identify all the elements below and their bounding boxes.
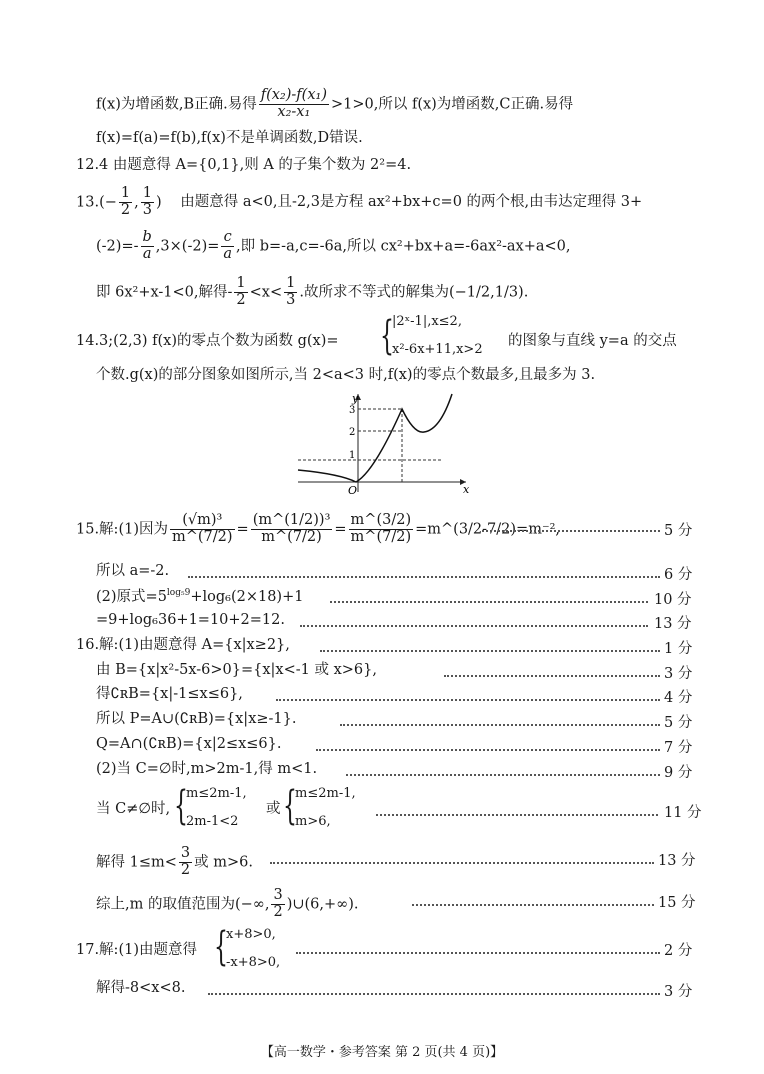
case-1a: m≤2m-1,	[186, 786, 247, 801]
y-label: y	[352, 392, 359, 405]
tick-2: 2	[349, 427, 356, 438]
dot-leader	[340, 724, 660, 726]
dot-leader	[444, 675, 660, 677]
function-graph	[290, 392, 480, 498]
dot-leader	[208, 993, 660, 995]
text-line: 解得-8<x<8.	[96, 980, 186, 996]
text-line: 所以 P=A∪(∁ʀB)={x|x≥-1}.	[96, 711, 297, 727]
text-line: =9+log₆36+1=10+2=12.	[96, 612, 285, 628]
piece-1: |2ˣ-1|,x≤2,	[392, 314, 462, 329]
text-line: (-2)=- $\frac{b}{a}$ ,3×(-2)= $\frac{c}{a}$ ,即 b=-a,c=-6a,所以 cx²+bx+a=-6ax²-ax+a<0,	[96, 229, 571, 262]
dot-leader	[316, 749, 660, 751]
text-line: (2)原式$=5^{log_59}+\log_6(2\times 18)+1$	[96, 588, 304, 605]
text-line: (2)当 C=∅时,m>2m-1,得 m<1.	[96, 761, 318, 777]
text-line: 当 C≠∅时,	[96, 801, 171, 817]
dot-leader	[320, 650, 660, 652]
score: 5 分	[664, 523, 693, 539]
score: 7 分	[664, 740, 693, 756]
case-1b: 2m-1<2	[186, 814, 239, 829]
score: 13 分	[654, 616, 692, 632]
answer-13: 13.(− $\frac{1}{2}$ , $\frac{1}{3}$ ) 由题意得 a<0,且-2,3是方程 ax²+bx+c=0 的两个根,由韦达定理得 3+	[76, 185, 643, 218]
dot-leader	[482, 530, 660, 532]
x-label: x	[463, 483, 470, 496]
text-line: 得∁ʀB={x|-1≤x≤6},	[96, 686, 243, 702]
curve	[298, 394, 452, 482]
sys-1: x+8>0,	[226, 927, 276, 942]
dot-leader	[276, 699, 660, 701]
text-line: 即 6x²+x-1<0,解得- $\frac{1}{2}$ <x< $\frac{1}{3}$ .故所求不等式的解集为(−1/2,1/3).	[96, 275, 529, 308]
dot-leader	[330, 601, 648, 603]
answer-17: 17.解:(1)由题意得	[76, 942, 197, 958]
brace: {	[283, 783, 297, 829]
text-line: 由 B={x|x²-5x-6>0}={x|x<-1 或 x>6},	[96, 662, 377, 678]
dot-leader	[346, 774, 660, 776]
text-line: 所以 a=-2.	[96, 563, 170, 579]
tick-1: 1	[349, 450, 356, 461]
answer-15: 15.解:(1)因为 $\frac{\text{(√m)³}}{m\^{}(7/2)}$ = $\frac{\text{(m\textasciicircum{}(1/2))³}}{m\^{}(7/2)}$ = $\frac{m\^{}(3/2)}{m\^{}(7/2)}$ =m^(3/2-7/2)=m⁻²,	[76, 512, 561, 545]
text-line: 或	[266, 801, 281, 817]
dot-leader	[270, 862, 654, 864]
score: 13 分	[658, 853, 696, 869]
score: 11 分	[664, 805, 702, 821]
case-2a: m≤2m-1,	[295, 786, 356, 801]
text-line: f(x)=f(a)=f(b),f(x)不是单调函数,D错误.	[96, 130, 363, 146]
answer-14: 14.3;(2,3) f(x)的零点个数为函数 g(x)=	[76, 333, 339, 349]
answer-16: 16.解:(1)由题意得 A={x|x≥2},	[76, 637, 290, 653]
text-line: 个数.g(x)的部分图象如图所示,当 2<a<3 时,f(x)的零点个数最多,且最多为 3.	[96, 367, 596, 383]
score: 9 分	[664, 765, 693, 781]
tick-3: 3	[349, 405, 356, 416]
text-line: 综上,m 的取值范围为(−∞, $\frac{3}{2}$ )∪(6,+∞).	[96, 887, 359, 920]
text-line: Q=A∩(∁ʀB)={x|2≤x≤6}.	[96, 736, 282, 752]
score: 2 分	[664, 943, 693, 959]
answer-12: 12.4 由题意得 A={0,1},则 A 的子集个数为 2²=4.	[76, 157, 412, 173]
piece-2: x²-6x+11,x>2	[392, 342, 483, 357]
score: 3 分	[664, 984, 693, 1000]
score: 1 分	[664, 641, 693, 657]
score: 15 分	[658, 895, 696, 911]
text-line: f(x)为增函数,B正确.易得 $\frac{\text{f(x₂)-f(x₁)}}{\text{x₂-x₁}}$ >1>0,所以 f(x)为增函数,C正确.易得	[96, 87, 574, 120]
score: 4 分	[664, 690, 693, 706]
score: 3 分	[664, 666, 693, 682]
origin-label: O	[348, 484, 358, 497]
brace: {	[214, 924, 228, 970]
page-footer: 【高一数学・参考答案 第 2 页(共 4 页)】	[260, 1045, 504, 1060]
dot-leader	[296, 952, 660, 954]
brace: {	[380, 313, 394, 359]
brace: {	[174, 783, 188, 829]
score: 10 分	[654, 592, 692, 608]
dot-leader	[188, 576, 660, 578]
case-2b: m>6,	[295, 814, 331, 829]
text-line: 的图象与直线 y=a 的交点	[508, 333, 677, 349]
dot-leader	[412, 904, 654, 906]
dot-leader	[300, 625, 648, 627]
dot-leader	[376, 814, 658, 816]
text-line: 解得 1≤m< $\frac{3}{2}$ 或 m>6.	[96, 845, 253, 878]
score: 5 分	[664, 715, 693, 731]
sys-2: -x+8>0,	[226, 955, 281, 970]
score: 6 分	[664, 567, 693, 583]
